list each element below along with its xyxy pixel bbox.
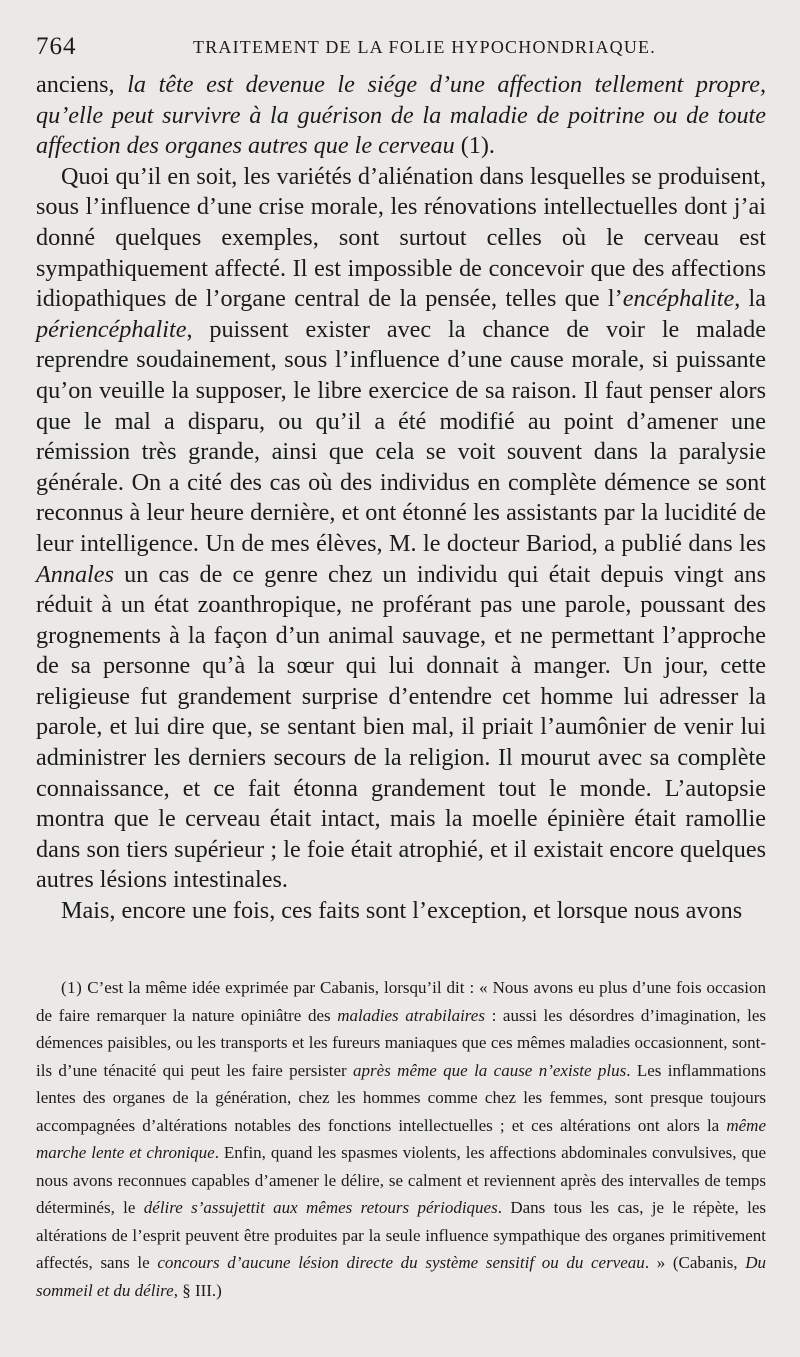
italic-run: maladies atrabilaires xyxy=(337,1005,485,1025)
text-run: , § III.) xyxy=(173,1280,222,1300)
italic-run: encéphalite xyxy=(622,285,735,313)
italic-run: périencéphalite xyxy=(36,315,187,343)
text-run: . Dans tous les cas, je le répète, les altérations de l’esprit peuvent être produites par la seule influence sympathique des organes primitivement affectés, sans le xyxy=(36,1198,766,1272)
text-run: , puissent exister avec la chance de voir le malade reprendre soudainement, sous l’influence d’une cause morale, si puissante qu’on veuille la supposer, le libre exercice de sa raison. Il faut penser alors que le mal a disparu, ou qu’il a été modifié au point d’amener une rémission très grande, ainsi que cela se voit souvent dans la paralysie générale. On a cité des cas où des individus en complète démence se sont reconnus à leur heure dernière, et ont étonné les assistants par la lucidité de leur intelligence. Un de mes élèves, M. le docteur Bariod, a publié dans les xyxy=(36,315,766,557)
text-run: . » (Cabanis, xyxy=(644,1253,746,1272)
text-run: C’est la même idée exprimée par Cabanis, lorsqu’il dit : « Nous avons eu plus d’une fois occasion de faire remarquer la nature opiniâtre des xyxy=(36,978,766,1025)
page-number: 764 xyxy=(36,33,77,60)
paragraph-continuation xyxy=(36,70,766,162)
page-header xyxy=(36,33,766,63)
italic-run: Du sommeil et du délire xyxy=(36,1253,766,1300)
paragraph xyxy=(36,896,766,927)
footnote xyxy=(36,974,766,1304)
text-run: anciens, xyxy=(36,71,128,98)
italic-run: délire s’assujettit aux mêmes retours périodiques xyxy=(143,1198,498,1217)
main-text xyxy=(36,70,766,927)
paragraph xyxy=(36,162,766,896)
text-run: Quoi qu’il en soit, les variétés d’aliénation dans lesquelles se produisent, sous l’influence d’une crise morale, les rénovations intellectuelles dont j’ai donné quelques exemples, sont surtout celles où le cerveau est sympathiquement affecté. Il est impossible de concevoir que des affections idiopathiques de l’organe central de la pensée, telles que l’ xyxy=(36,162,766,313)
text-run: . Enfin, quand les spasmes violents, les affections abdominales convulsives, que nous avons reconnues capables d’amener le délire, se calment et reviennent après des intervalles de temps déterminés, le xyxy=(36,1143,766,1217)
text-run: : aussi les désordres d’imagination, les démences paisibles, ou les transports et les fureurs maniaques que ces mêmes maladies occasionnent, sont-ils d’une ténacité qui peut les faire persister xyxy=(36,1005,766,1080)
text-run: (1). xyxy=(454,132,495,160)
text-run: , la xyxy=(734,285,766,313)
text-run: Mais, encore une fois, ces faits sont l’exception, et lorsque nous avons xyxy=(61,897,743,925)
text-run: un cas de ce genre chez un individu qui était depuis vingt ans réduit à un état zoanthropique, ne proférant pas une parole, poussant des grognements à la façon d’un animal sauvage, et ne permettant l’approche de sa personne qu’à la sœur qui lui donnait à manger. Un jour, cette religieuse fut grandement surprise d’entendre cet homme lui adresser la parole, et lui dire que, se sentant bien mal, il priait l’aumônier de venir lui administrer les derniers secours de la religion. Il mourut avec sa complète connaissance, et ce fait étonna grandement tout le monde. L’autopsie montra que le cerveau était intact, mais la moelle épinière était ramollie dans son tiers supérieur ; le foie était atrophié, et il existait encore quelques autres lésions intestinales. xyxy=(36,560,766,894)
footnote-label: (1) xyxy=(61,978,83,997)
text-run: . Les inflammations lentes des organes de la génération, chez les hommes comme chez les femmes, sont presque toujours accompagnées d’altérations notables des fonctions intellectuelles ; et ces altérations ont alors la xyxy=(36,1060,766,1135)
italic-run: après même que la cause n’existe plus xyxy=(353,1060,627,1080)
italic-run: Annales xyxy=(36,560,114,588)
italic-run: la tête est devenue le siége d’une affection tellement propre, qu’elle peut survivre à la guérison de la maladie de poitrine ou de toute affection des organes autres que le cerveau xyxy=(36,71,767,160)
italic-run: même marche lente et chronique xyxy=(36,1115,766,1162)
running-head: TRAITEMENT DE LA FOLIE HYPOCHONDRIAQUE. xyxy=(193,37,656,57)
italic-run: concours d’aucune lésion directe du système sensitif ou du cerveau xyxy=(157,1253,645,1272)
